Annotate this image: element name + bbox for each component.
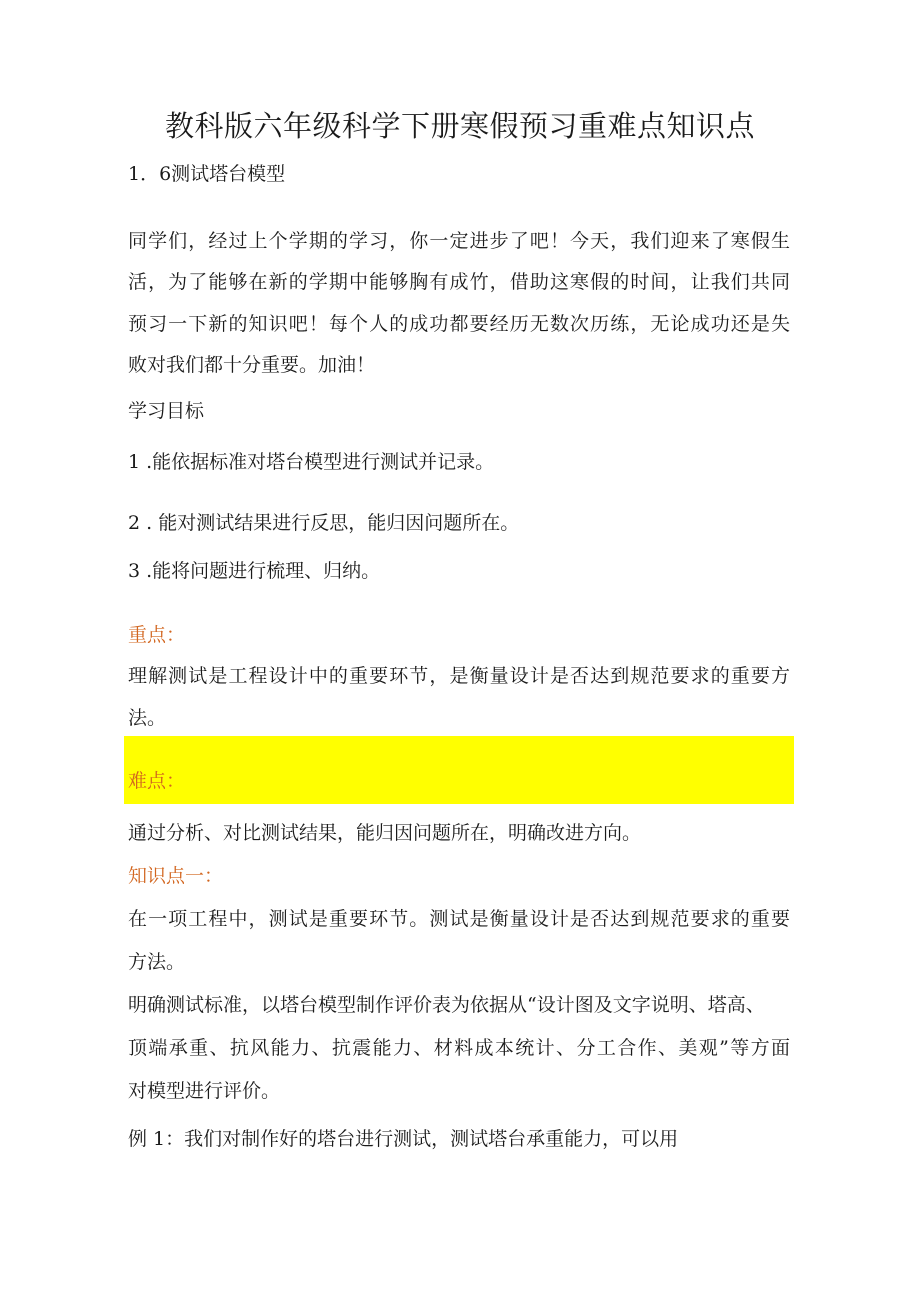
key-point-line-1: 理解测试是工程设计中的重要环节，是衡量设计是否达到规范要求的重要方 — [128, 665, 790, 687]
intro-line-4: 败对我们都十分重要。加油！ — [128, 354, 376, 376]
knowledge-one-heading: 知识点一： — [128, 865, 224, 887]
key-point-heading: 重点： — [128, 624, 186, 646]
goal-item-3: 3 .能将问题进行梳理、归纳。 — [128, 560, 381, 582]
goals-heading: 学习目标 — [128, 400, 205, 422]
difficult-point-highlight — [124, 736, 794, 804]
difficult-point-line-1: 通过分析、对比测试结果，能归因问题所在，明确改进方向。 — [128, 822, 642, 844]
knowledge-one-line-5: 对模型进行评价。 — [128, 1080, 281, 1102]
lesson-heading: 1．6测试塔台模型 — [128, 163, 286, 185]
key-point-line-2: 法。 — [128, 707, 167, 729]
goal-item-1: 1 .能依据标准对塔台模型进行测试并记录。 — [128, 451, 495, 473]
intro-line-1: 同学们，经过上个学期的学习，你一定进步了吧！今天，我们迎来了寒假生 — [128, 230, 790, 252]
knowledge-one-line-4: 顶端承重、抗风能力、抗震能力、材料成本统计、分工合作、美观”等方面 — [128, 1037, 790, 1059]
difficult-point-heading: 难点： — [128, 770, 186, 792]
intro-line-3: 预习一下新的知识吧！每个人的成功都要经历无数次历练，无论成功还是失 — [128, 313, 790, 335]
knowledge-one-line-3: 明确测试标准，以塔台模型制作评价表为依据从“设计图及文字说明、塔高、 — [128, 994, 765, 1016]
document-title: 教科版六年级科学下册寒假预习重难点知识点 — [164, 109, 755, 143]
knowledge-one-line-2: 方法。 — [128, 951, 186, 973]
intro-line-2: 活，为了能够在新的学期中能够胸有成竹，借助这寒假的时间，让我们共同 — [128, 271, 790, 293]
knowledge-one-line-6: 例 1：我们对制作好的塔台进行测试，测试塔台承重能力，可以用 — [128, 1128, 679, 1150]
goal-item-2: 2 . 能对测试结果进行反思，能归因问题所在。 — [128, 512, 520, 534]
knowledge-one-line-1: 在一项工程中，测试是重要环节。测试是衡量设计是否达到规范要求的重要 — [128, 908, 790, 930]
